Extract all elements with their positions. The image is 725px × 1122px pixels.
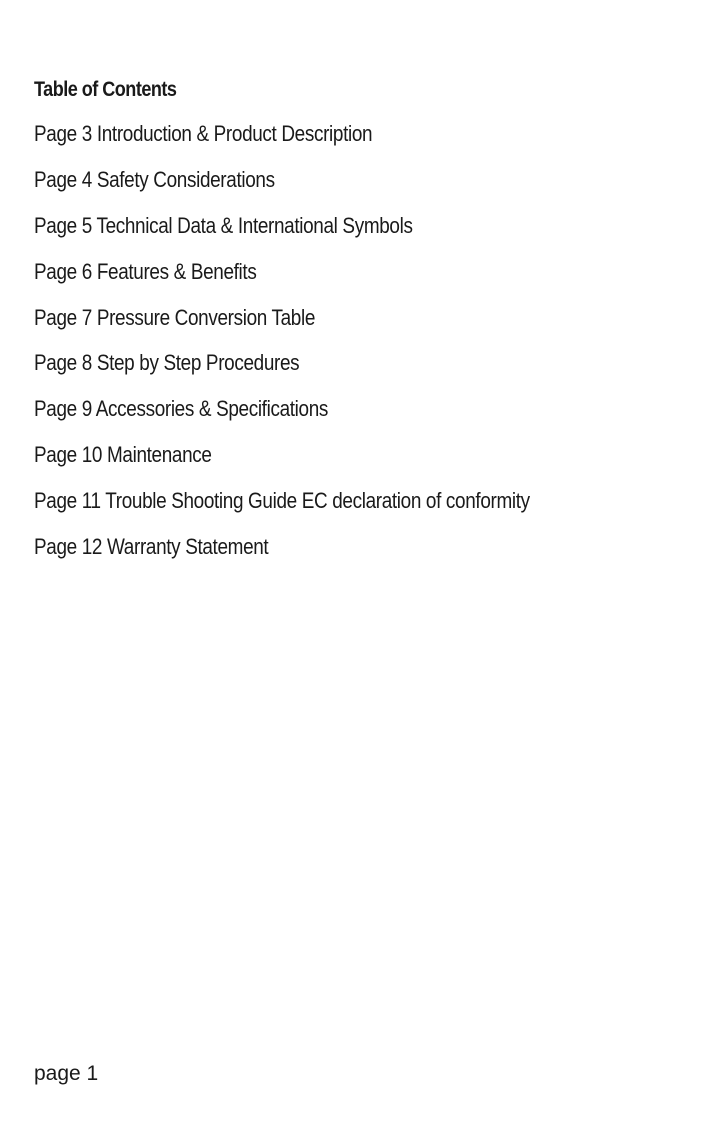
toc-entry: Page 10 Maintenance xyxy=(34,442,212,468)
page-number: page 1 xyxy=(34,1062,99,1085)
toc-entry: Page 8 Step by Step Procedures xyxy=(34,350,300,376)
toc-entry: Page 11 Trouble Shooting Guide EC declaration of conformity xyxy=(34,488,530,514)
toc-title: Table of Contents xyxy=(34,78,177,101)
toc-entry: Page 9 Accessories & Specifications xyxy=(34,396,328,422)
toc-entry: Page 6 Features & Benefits xyxy=(34,258,257,284)
toc-entry: Page 5 Technical Data & International Symbols xyxy=(34,212,413,238)
toc-list xyxy=(34,120,694,579)
toc-entry: Page 3 Introduction & Product Description xyxy=(34,121,373,146)
table-of-contents xyxy=(34,74,694,579)
toc-entry: Page 12 Warranty Statement xyxy=(34,534,269,560)
toc-entry: Page 4 Safety Considerations xyxy=(34,166,275,192)
toc-entry: Page 7 Pressure Conversion Table xyxy=(34,304,316,330)
